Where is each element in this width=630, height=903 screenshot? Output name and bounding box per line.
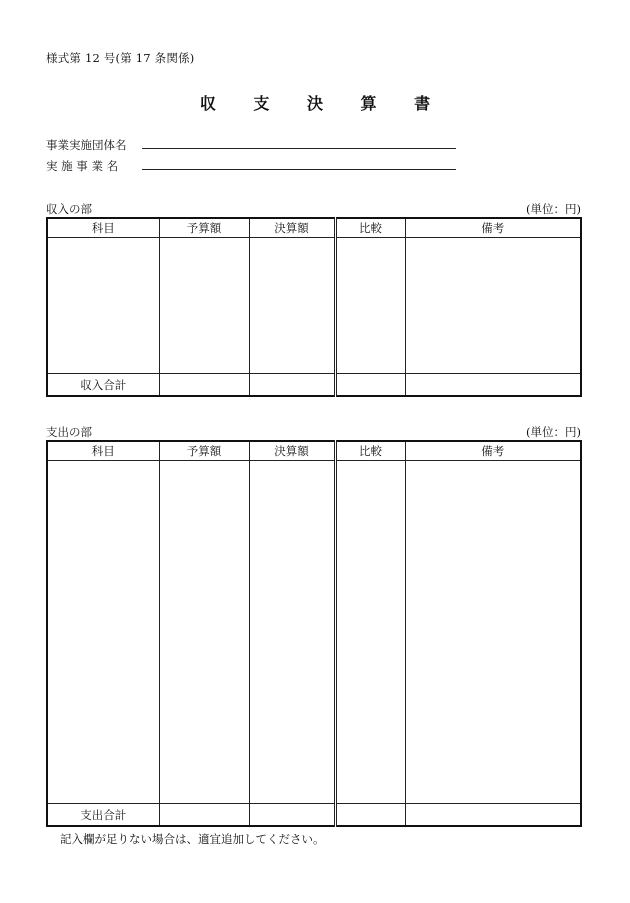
organization-field[interactable]: [142, 148, 456, 149]
organization-label: 事業実施団体名: [46, 138, 127, 152]
expense-section-label: 支出の部: [46, 425, 92, 439]
income-settlement-cell[interactable]: [249, 238, 335, 374]
income-col-budget: 予算額: [159, 218, 249, 238]
expense-table: [46, 440, 582, 827]
income-total-comparison-cell[interactable]: [335, 374, 405, 397]
expense-budget-cell[interactable]: [159, 461, 249, 804]
income-col-comparison: 比較: [335, 218, 405, 238]
expense-col-subject: 科目: [47, 441, 159, 461]
income-total-row: [47, 374, 581, 397]
income-comparison-cell[interactable]: [335, 238, 405, 374]
expense-col-remarks: 備考: [405, 441, 581, 461]
expense-total-remarks-cell[interactable]: [405, 804, 581, 827]
expense-remarks-cell[interactable]: [405, 461, 581, 804]
income-total-remarks-cell[interactable]: [405, 374, 581, 397]
expense-comparison-cell[interactable]: [335, 461, 405, 804]
income-col-subject: 科目: [47, 218, 159, 238]
expense-entry-row: [47, 461, 581, 804]
expense-unit-label: (単位：円): [526, 425, 581, 439]
income-total-budget-cell[interactable]: [159, 374, 249, 397]
income-total-label: 収入合計: [47, 374, 159, 397]
income-header-row: [47, 218, 581, 238]
project-field[interactable]: [142, 169, 456, 170]
form-number: 様式第 12 号(第 17 条関係): [46, 51, 195, 65]
project-label: 実 施 事 業 名: [46, 159, 119, 173]
expense-total-comparison-cell[interactable]: [335, 804, 405, 827]
income-section-label: 収入の部: [46, 202, 92, 216]
income-table: [46, 217, 582, 397]
expense-subject-cell[interactable]: [47, 461, 159, 804]
income-total-settlement-cell[interactable]: [249, 374, 335, 397]
expense-col-comparison: 比較: [335, 441, 405, 461]
expense-total-budget-cell[interactable]: [159, 804, 249, 827]
income-budget-cell[interactable]: [159, 238, 249, 374]
income-col-remarks: 備考: [405, 218, 581, 238]
expense-header-row: [47, 441, 581, 461]
footnote: 記入欄が足りない場合は、適宜追加してください。: [60, 832, 325, 846]
document-title: 収 支 決 算 書: [199, 94, 447, 113]
expense-total-row: [47, 804, 581, 827]
income-col-settlement: 決算額: [249, 218, 335, 238]
expense-total-label: 支出合計: [47, 804, 159, 827]
expense-col-settlement: 決算額: [249, 441, 335, 461]
expense-settlement-cell[interactable]: [249, 461, 335, 804]
income-entry-row: [47, 238, 581, 374]
expense-col-budget: 予算額: [159, 441, 249, 461]
expense-total-settlement-cell[interactable]: [249, 804, 335, 827]
income-subject-cell[interactable]: [47, 238, 159, 374]
income-unit-label: (単位：円): [526, 202, 581, 216]
income-remarks-cell[interactable]: [405, 238, 581, 374]
